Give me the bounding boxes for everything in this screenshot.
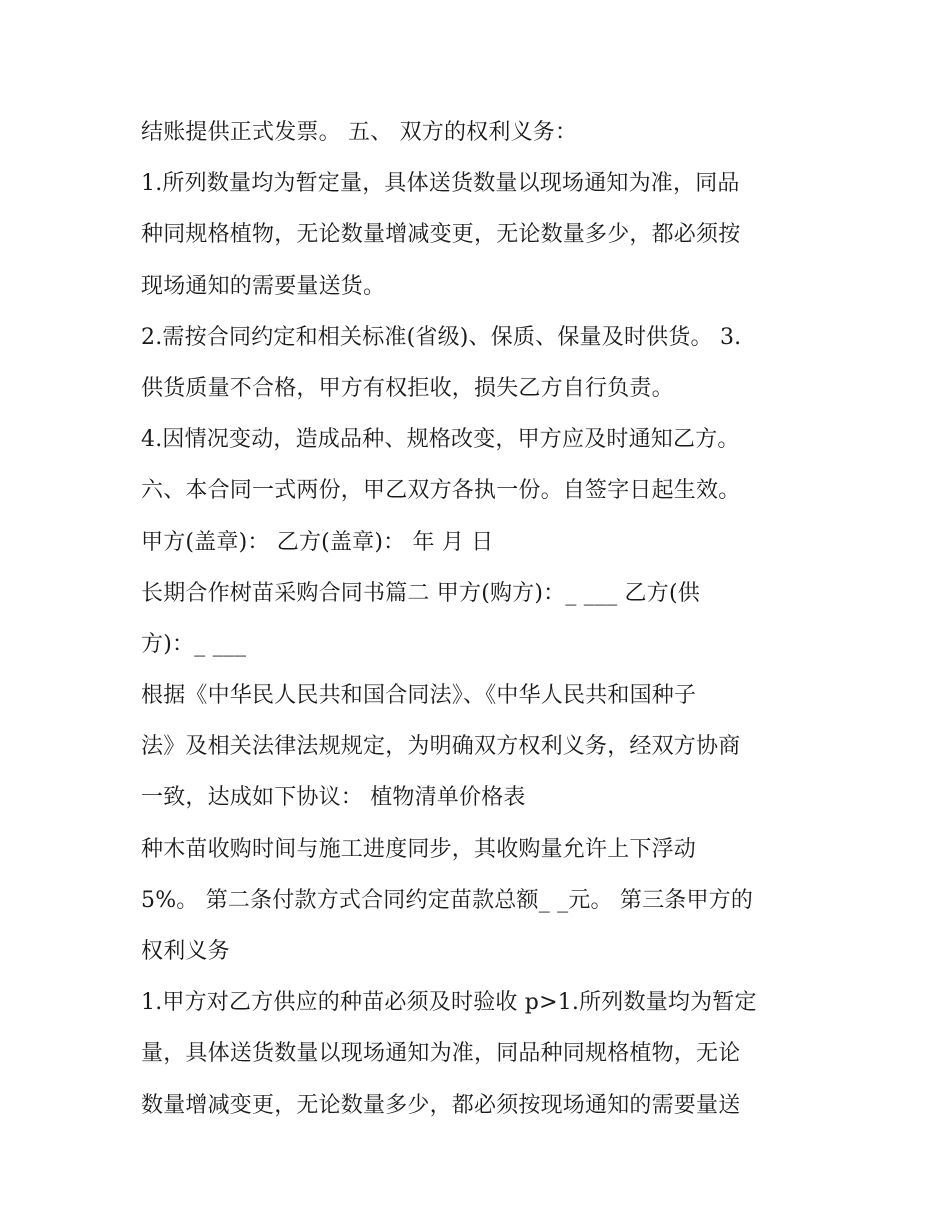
- text-line: 根据《中华民人民共和国合同法》、《中华人民共和国种子: [141, 683, 697, 709]
- text-line: 供货质量不合格，甲方有权拒收，损失乙方自行负责。: [141, 375, 674, 401]
- text-line: 甲方(盖章)： 乙方(盖章)： 年 月 日: [141, 529, 494, 555]
- text-line: 长期合作树苗采购合同书篇二 甲方(购方)：_ ___ 乙方(供: [141, 580, 700, 606]
- text-line: 2.需按合同约定和相关标准(省级)、保质、保量及时供货。 3.: [141, 324, 742, 350]
- text-line: 结账提供正式发票。 五、 双方的权利义务：: [141, 120, 578, 145]
- text-line: 六、本合同一式两份，甲乙双方各执一份。自签字日起生效。: [141, 478, 741, 504]
- text-line: 权利义务: [141, 939, 230, 964]
- text-line: 种同规格植物，无论数量增减变更，无论数量多少，都必须按: [141, 222, 741, 248]
- text-line: 一致，达成如下协议： 植物清单价格表: [141, 785, 526, 811]
- text-line: 法》及相关法律法规规定，为明确双方权利义务，经双方协商: [141, 734, 741, 760]
- text-line: 1.甲方对乙方供应的种苗必须及时验收 p>1.所列数量均为暂定: [141, 990, 757, 1016]
- text-line: 方)：_ ___: [141, 631, 247, 657]
- document-body: [141, 107, 831, 1131]
- text-line: 数量增减变更，无论数量多少，都必须按现场通知的需要量送: [141, 1092, 741, 1118]
- text-line: 种木苗收购时间与施工进度同步，其收购量允许上下浮动: [141, 836, 697, 862]
- text-line: 5%。 第二条付款方式合同约定苗款总额_ _元。 第三条甲方的: [141, 887, 754, 913]
- text-line: 量，具体送货数量以现场通知为准，同品种同规格植物，无论: [141, 1041, 741, 1067]
- text-line: 1.所列数量均为暂定量，具体送货数量以现场通知为准，同品: [141, 171, 740, 197]
- text-line: 现场通知的需要量送货。: [141, 273, 386, 299]
- text-line: 4.因情况变动，造成品种、规格改变，甲方应及时通知乙方。: [141, 427, 740, 453]
